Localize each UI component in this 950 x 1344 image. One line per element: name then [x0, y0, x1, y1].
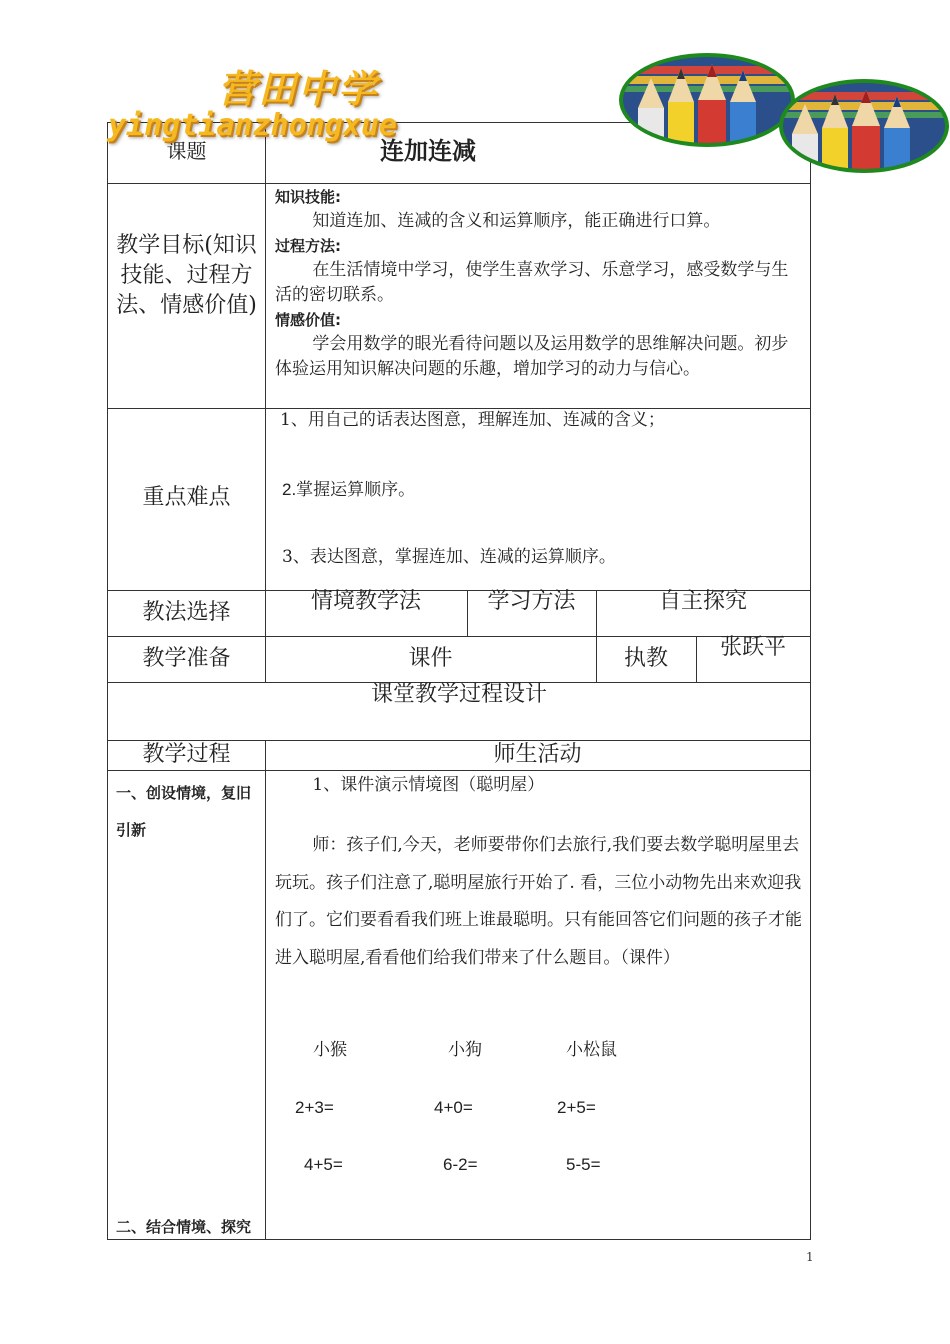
activity-text: 师：孩子们,今天，老师要带你们去旅行,我们要去数学聪明屋里去玩玩。孩子们注意了,聪明屋旅行开始了. 看，三位小动物先出来欢迎我们了。它们要看看我们班上谁最聪明。只有能回答它们问题的孩子才能进入聪明屋,看看他们给我们带来了什么题目。（课件） — [275, 835, 802, 968]
key-point-item: 2.掌握运算顺序。 — [282, 480, 416, 499]
prep-value: 课件 — [408, 646, 453, 671]
emotion-text: 学会用数学的眼光看待问题以及运用数学的思维解决问题。初步体验运用知识解决问题的乐趣，增加学习的动力与信心。 — [275, 334, 789, 379]
key-point-item: 1、用自己的话表达图意，理解连加、连减的含义； — [280, 410, 665, 430]
teacher-label: 执教 — [623, 646, 668, 671]
process-step-2: 二、结合情境、探究 — [116, 1218, 252, 1236]
knowledge-text: 知道连加、连减的含义和运算顺序，能正确进行口算。 — [312, 211, 721, 231]
method-label: 教法选择 — [142, 600, 231, 625]
knowledge-heading: 知识技能: — [275, 188, 341, 206]
key-point-item: 3、表达图意，掌握连加、连减的运算顺序。 — [282, 547, 616, 567]
math-problem: 4+5= — [304, 1155, 343, 1174]
topic-title: 连加连减 — [380, 137, 476, 165]
study-method-label: 学习方法 — [487, 589, 576, 614]
math-problem: 2+5= — [557, 1098, 596, 1117]
process-header-activity: 师生活动 — [493, 742, 582, 767]
math-problem: 4+0= — [434, 1098, 473, 1117]
prep-label: 教学准备 — [142, 646, 231, 671]
math-problem: 6-2= — [443, 1155, 478, 1174]
animal-label: 小松鼠 — [566, 1040, 617, 1060]
process-header-step: 教学过程 — [142, 742, 231, 767]
teaching-method: 情境教学法 — [310, 589, 421, 614]
animal-label: 小狗 — [448, 1040, 482, 1060]
lesson-plan-table — [107, 122, 811, 1240]
math-problem: 2+3= — [295, 1098, 334, 1117]
page-number: 1 — [806, 1250, 814, 1264]
activity-title: 1、课件演示情境图（聪明屋） — [312, 775, 545, 795]
school-logo-pinyin: yingtianzhongxue — [108, 108, 397, 143]
pencils-image-2 — [778, 78, 950, 174]
process-heading: 过程方法: — [275, 237, 341, 255]
animal-label: 小猴 — [313, 1040, 347, 1060]
objectives-content — [275, 185, 805, 382]
key-points-label: 重点难点 — [142, 485, 231, 510]
study-method-value: 自主探究 — [658, 589, 747, 614]
teacher-name: 张跃平 — [719, 635, 786, 660]
topic-label: 课题 — [166, 139, 207, 163]
design-title: 课堂教学过程设计 — [370, 682, 547, 707]
process-step-1: 一、创设情境，复旧引新 — [116, 784, 252, 839]
process-text: 在生活情境中学习，使学生喜欢学习、乐意学习，感受数学与生活的密切联系。 — [275, 260, 789, 305]
math-problem: 5-5= — [566, 1155, 601, 1174]
school-logo-chinese: 营田中学 — [218, 67, 379, 111]
pencils-image — [618, 52, 796, 148]
objectives-label: 教学目标(知识技能、过程方法、情感价值) — [116, 233, 257, 318]
emotion-heading: 情感价值: — [275, 311, 341, 329]
